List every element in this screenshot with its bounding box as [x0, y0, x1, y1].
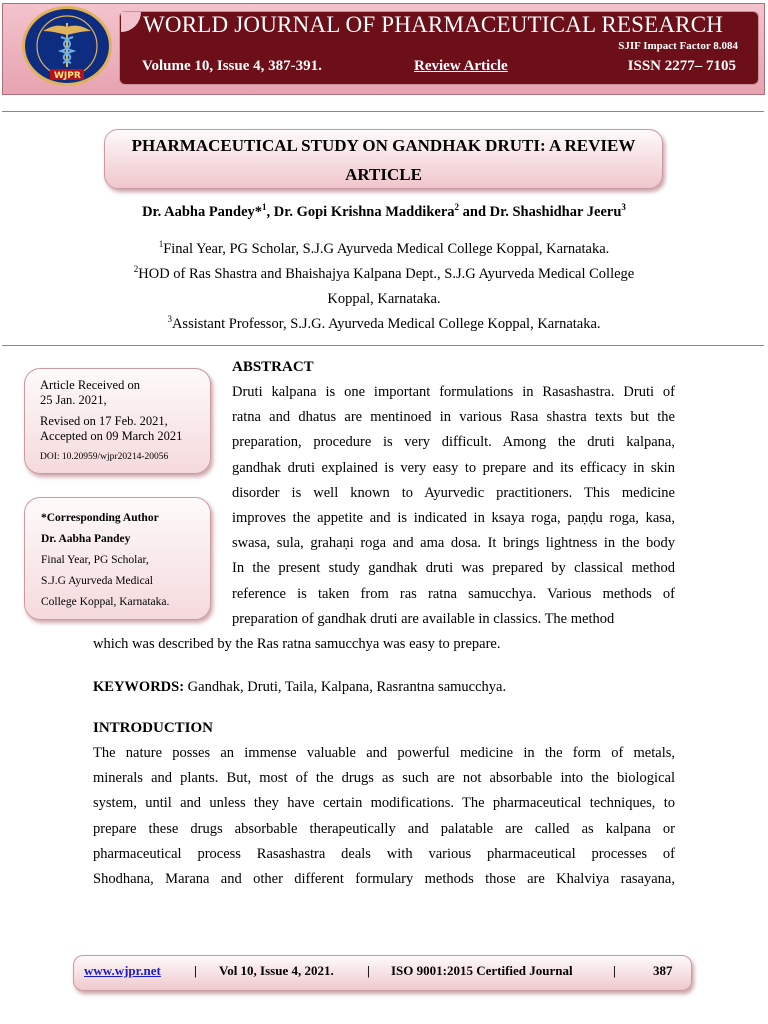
affiliation-sup: 1 [158, 239, 164, 250]
affiliation-text: Final Year, PG Scholar, S.J.G Ayurveda Medical College Koppal, Karnataka. [163, 241, 610, 257]
introduction-body [93, 741, 675, 892]
corresponding-label: *Corresponding Author [41, 512, 159, 524]
abstract-line: disorder is well known to Ayurvedic practitioners. This medicine [232, 484, 675, 501]
divider [2, 111, 764, 112]
issn: ISSN 2277– 7105 [627, 58, 736, 74]
intro-line: pharmaceutical process Rasashastra deals with various pharmaceutical processes of [93, 845, 675, 862]
abstract-line: preparation of gandhak druti are available in classics. The method [232, 610, 615, 627]
author-name: Dr. Aabha Pandey* [142, 204, 263, 220]
impact-factor: SJIF Impact Factor 8.084 [618, 40, 738, 52]
journal-title: WORLD JOURNAL OF PHARMACEUTICAL RESEARCH [143, 12, 724, 37]
divider [2, 345, 764, 346]
affiliation-text: Assistant Professor, S.J.G. Ayurveda Medical College Koppal, Karnataka. [171, 316, 601, 332]
footer-separator: | [367, 963, 370, 978]
journal-logo [22, 6, 112, 86]
affiliation-sup: 3 [167, 314, 172, 325]
abstract-line: swasa, sula, grahaṇi roga and ama dosa. It brings lightness in the body [232, 535, 675, 552]
abstract-line: reference is taken from ras ratna samucchya. Various methods of [232, 585, 675, 602]
corresponding-line: College Koppal, Karnataka. [41, 596, 170, 608]
abstract-line: Druti kalpana is one important formulations in Rasashastra. Druti of [232, 384, 675, 400]
corresponding-line: Final Year, PG Scholar, [41, 554, 149, 566]
abstract-line: preparation, procedure is very difficult. Among the druti kalpana, [232, 434, 675, 451]
author-sup: 3 [621, 202, 626, 213]
intro-line: system, until and unless they have certain modifications. The pharmaceutical techniques, to [93, 795, 675, 812]
affiliation-1 [0, 237, 768, 262]
accepted-date: Accepted on 09 March 2021 [40, 428, 183, 443]
article-title-line2: ARTICLE [345, 165, 422, 184]
footer-separator: | [194, 963, 197, 978]
affiliation-3 [0, 312, 768, 337]
doi: DOI: 10.20959/wjpr20214-20056 [40, 452, 169, 462]
website-link[interactable]: www.wjpr.net [84, 963, 161, 978]
author-sup: 1 [262, 202, 267, 213]
abstract-heading: ABSTRACT [232, 359, 314, 375]
abstract-line: gandhak druti explained is very easy to prepare and its efficacy in skin [232, 459, 675, 476]
keywords-label: KEYWORDS: [93, 679, 185, 695]
keywords [93, 675, 675, 700]
intro-line: The nature posses an immense valuable and powerful medicine in the form of metals, [93, 745, 675, 761]
page-footer [73, 955, 692, 991]
abstract-line: ratna and dhatus are mentinoed in various Rasa shastra texts but the [232, 409, 675, 426]
footer-separator: | [613, 963, 616, 978]
received-label: Article Received on [40, 378, 140, 392]
abstract-line: In the present study gandhak druti was prepared by classical method [232, 560, 675, 577]
author-name: Dr. Gopi Krishna Maddikera [273, 204, 455, 220]
article-type: Review Article [414, 58, 508, 74]
article-title-line1: PHARMACEUTICAL STUDY ON GANDHAK DRUTI: A REVIEW [131, 136, 636, 155]
affiliation-sup: 2 [133, 264, 139, 275]
author-sup: 2 [454, 202, 460, 213]
introduction-heading: INTRODUCTION [93, 720, 214, 736]
intro-line: Shodhana, Marana and other different formulary methods those are Khalviya rasayana, [93, 871, 675, 888]
footer-volume: Vol 10, Issue 4, 2021. [219, 963, 334, 978]
volume-info: Volume 10, Issue 4, 387-391. [142, 58, 322, 74]
revised-date: Revised on 17 Feb. 2021, [40, 414, 168, 428]
author-list [0, 204, 768, 221]
abstract-body [232, 380, 675, 632]
corresponding-line: S.J.G Ayurveda Medical [41, 575, 154, 587]
author-name: Dr. Shashidhar Jeeru [489, 204, 622, 220]
article-title [104, 129, 663, 189]
corresponding-author-box [24, 497, 211, 620]
intro-line: prepare these drugs absorbable therapeutically and palatable are called as kalpana or [93, 820, 675, 837]
affiliation-2 [0, 262, 768, 287]
author-separator: , [266, 204, 274, 220]
corresponding-name: Dr. Aabha Pandey [41, 533, 131, 545]
page-number: 387 [653, 963, 673, 978]
received-date: 25 Jan. 2021, [40, 392, 107, 407]
abstract-last-line: which was described by the Ras ratna samucchya was easy to prepare. [93, 636, 501, 652]
footer-iso: ISO 9001:2015 Certified Journal [391, 963, 573, 978]
affiliation-2-cont: Koppal, Karnataka. [327, 291, 441, 307]
article-history-box [24, 368, 211, 474]
keywords-text: Gandhak, Druti, Taila, Kalpana, Rasrantna samucchya. [184, 679, 507, 695]
intro-line: minerals and plants. But, most of the drugs as such are not absorbable into the biological [93, 770, 675, 787]
author-separator: and [459, 204, 490, 220]
logo-abbr: WJPR [54, 71, 81, 81]
abstract-line: improves the appetite and is indicated in ksaya roga, paṇḍu roga, kasa, [232, 510, 675, 527]
affiliation-text: HOD of Ras Shastra and Bhaishajya Kalpana Dept., S.J.G Ayurveda Medical College [138, 266, 635, 282]
